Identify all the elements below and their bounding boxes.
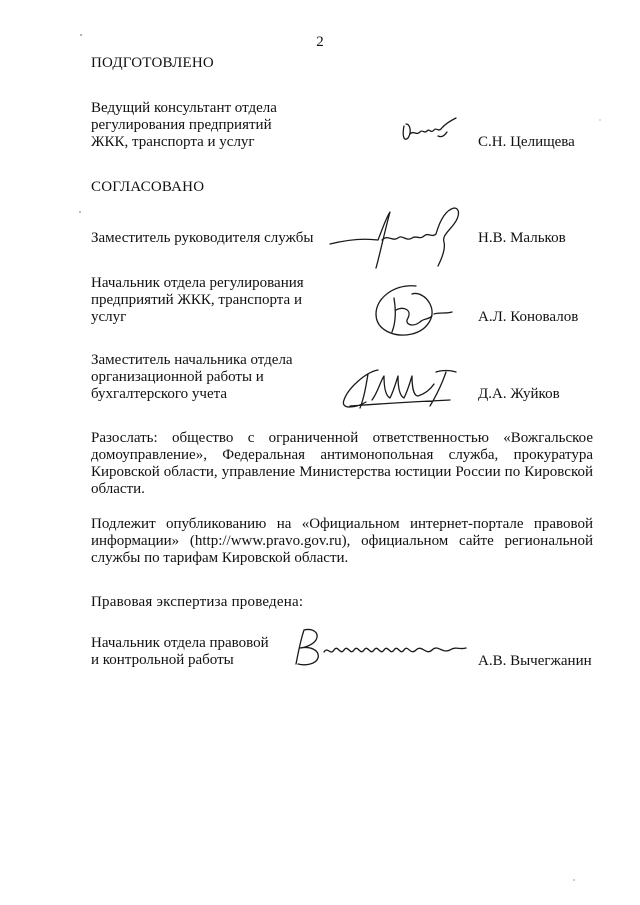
prepared-heading: ПОДГОТОВЛЕНО bbox=[91, 55, 214, 71]
prepared-person: С.Н. Целищева bbox=[478, 134, 575, 150]
prepared-role: Ведущий консультант отдела регулирования предприятий ЖКК, транспорта и услуг bbox=[91, 100, 277, 150]
agreed-role-1: Заместитель руководителя службы bbox=[91, 230, 314, 246]
agreed-role-3: Заместитель начальника отдела организационной работы и бухгалтерского учета bbox=[91, 352, 293, 402]
agreed-heading: СОГЛАСОВАНО bbox=[91, 179, 205, 195]
agreed-role-2: Начальник отдела регулирования предприятий ЖКК, транспорта и услуг bbox=[91, 275, 304, 325]
publication-paragraph: Подлежит опубликованию на «Официальном интернет-портале правовой информации» (http://www.pravo.gov.ru), официальном сайте региональной службы по тарифам Кировской области. bbox=[91, 516, 593, 566]
agreed-person-3: Д.А. Жуйков bbox=[478, 386, 560, 402]
legal-review-person: А.В. Вычегжанин bbox=[478, 653, 592, 669]
distribution-paragraph: Разослать: общество с ограниченной ответственностью «Вожгальское домоуправление», Федеральная антимонопольная служба, прокуратура Кировской области, управление Министерства юстиции России по Кировской области. bbox=[91, 430, 593, 497]
agreed-person-1: Н.В. Мальков bbox=[478, 230, 566, 246]
page-number: 2 bbox=[316, 34, 324, 50]
legal-review-role: Начальник отдела правовой и контрольной работы bbox=[91, 635, 269, 668]
agreed-person-2: А.Л. Коновалов bbox=[478, 309, 579, 325]
legal-review-statement: Правовая экспертиза проведена: bbox=[91, 594, 304, 610]
